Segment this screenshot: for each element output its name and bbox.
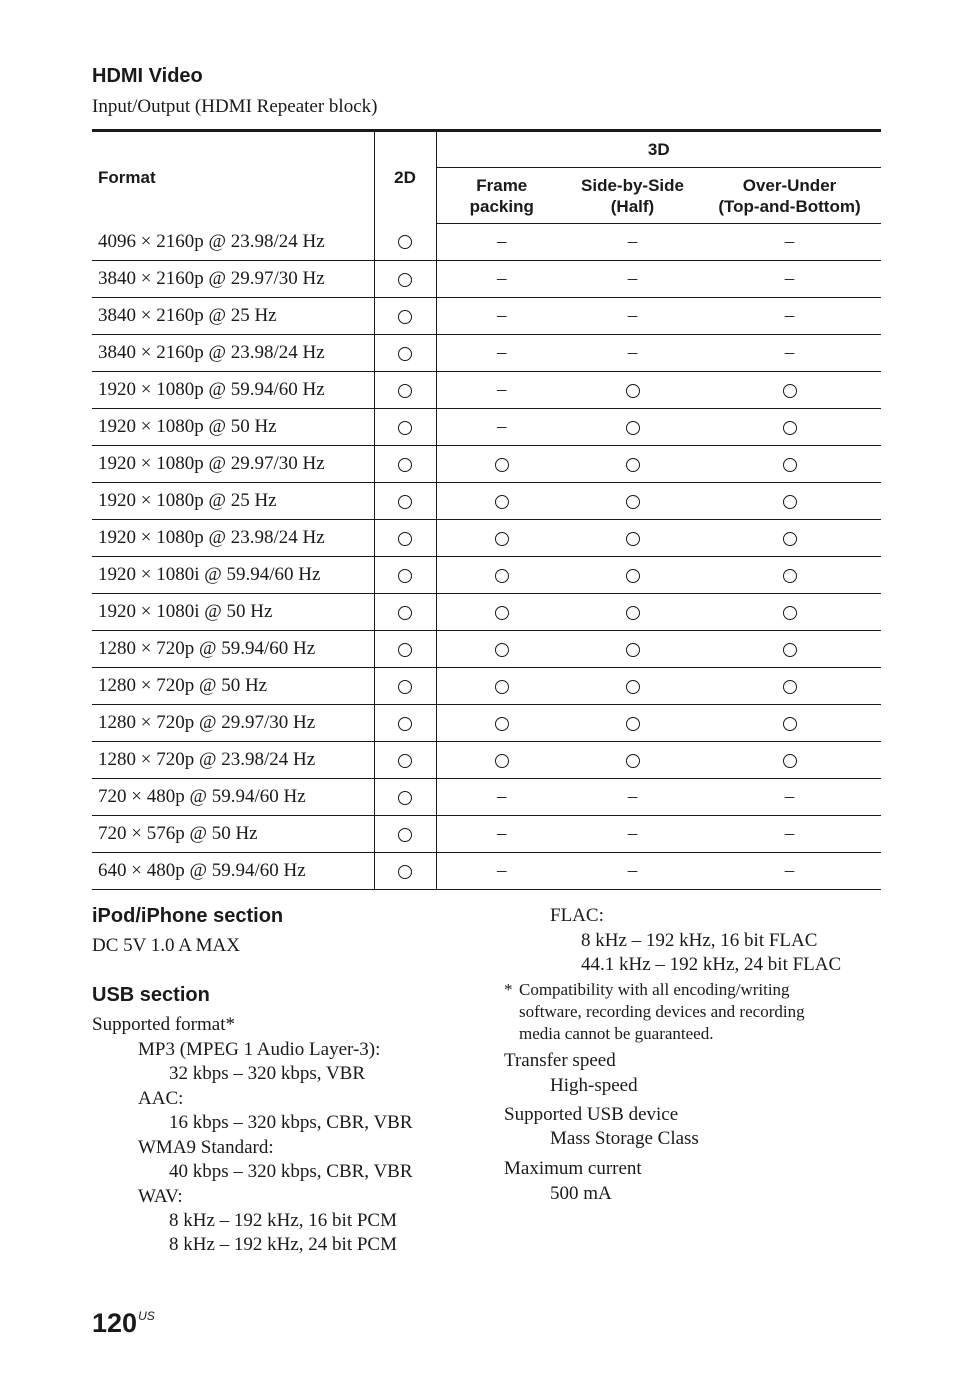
not-supported-dash: –: [784, 823, 795, 844]
format-cell: 1280 × 720p @ 59.94/60 Hz: [92, 631, 374, 668]
usb-supported-format: Supported format*: [92, 1014, 236, 1035]
supported-circle-icon: [626, 717, 640, 731]
cell-side-by-side: [567, 224, 698, 261]
cell-frame-packing: [436, 372, 567, 409]
not-supported-dash: –: [627, 860, 638, 881]
cell-side-by-side: [567, 298, 698, 335]
cell-side-by-side: [567, 446, 698, 483]
cell-2d: [374, 224, 436, 261]
not-supported-dash: –: [627, 786, 638, 807]
usb-wav-label: WAV:: [138, 1186, 183, 1207]
cell-frame-packing: [436, 668, 567, 705]
supported-circle-icon: [626, 458, 640, 472]
cell-frame-packing: [436, 742, 567, 779]
format-cell: 3840 × 2160p @ 23.98/24 Hz: [92, 335, 374, 372]
not-supported-dash: –: [627, 268, 638, 289]
cell-2d: [374, 261, 436, 298]
not-supported-dash: –: [784, 231, 795, 252]
not-supported-dash: –: [497, 305, 507, 326]
cell-2d: [374, 742, 436, 779]
cell-frame-packing: [436, 224, 567, 261]
supported-circle-icon: [626, 643, 640, 657]
supported-circle-icon: [783, 495, 797, 509]
not-supported-dash: –: [497, 268, 507, 289]
cell-frame-packing: [436, 779, 567, 816]
cell-2d: [374, 409, 436, 446]
supported-circle-icon: [626, 384, 640, 398]
supported-circle-icon: [398, 273, 412, 287]
over-under-line-1: Over-Under: [742, 175, 837, 195]
transfer-speed-label: Transfer speed: [504, 1050, 616, 1071]
cell-side-by-side: [567, 520, 698, 557]
usb-flac-value-16bit: 8 kHz – 192 kHz, 16 bit FLAC: [581, 930, 818, 951]
section-title-usb: USB section: [92, 984, 210, 1006]
not-supported-dash: –: [784, 860, 795, 881]
cell-over-under: [698, 631, 881, 668]
table-row: [92, 742, 881, 779]
format-cell: 1280 × 720p @ 23.98/24 Hz: [92, 742, 374, 779]
table-row: [92, 409, 881, 446]
not-supported-dash: –: [784, 786, 795, 807]
cell-2d: [374, 483, 436, 520]
table-row: [92, 261, 881, 298]
usb-aac-label: AAC:: [138, 1088, 184, 1109]
format-cell: 1920 × 1080p @ 29.97/30 Hz: [92, 446, 374, 483]
column-header-side-by-side: [567, 168, 698, 224]
hdmi-table-body: [92, 224, 881, 890]
cell-over-under: [698, 557, 881, 594]
supported-circle-icon: [398, 458, 412, 472]
supported-circle-icon: [495, 569, 509, 583]
not-supported-dash: –: [497, 342, 507, 363]
cell-side-by-side: [567, 705, 698, 742]
not-supported-dash: –: [497, 416, 507, 437]
column-header-frame-packing: [436, 168, 567, 224]
cell-over-under: [698, 816, 881, 853]
format-cell: 1280 × 720p @ 50 Hz: [92, 668, 374, 705]
supported-circle-icon: [626, 569, 640, 583]
supported-circle-icon: [626, 421, 640, 435]
format-cell: 1920 × 1080p @ 50 Hz: [92, 409, 374, 446]
cell-over-under: [698, 261, 881, 298]
supported-circle-icon: [626, 532, 640, 546]
supported-circle-icon: [398, 421, 412, 435]
max-current-value: 500 mA: [550, 1183, 612, 1204]
not-supported-dash: –: [497, 379, 507, 400]
cell-side-by-side: [567, 261, 698, 298]
cell-frame-packing: [436, 483, 567, 520]
supported-circle-icon: [398, 717, 412, 731]
footnote-line-2: software, recording devices and recording: [519, 1002, 805, 1021]
cell-frame-packing: [436, 705, 567, 742]
usb-mp3-label: MP3 (MPEG 1 Audio Layer-3):: [138, 1039, 381, 1060]
usb-device-label: Supported USB device: [504, 1104, 679, 1125]
not-supported-dash: –: [497, 860, 507, 881]
cell-frame-packing: [436, 594, 567, 631]
table-row: [92, 557, 881, 594]
supported-circle-icon: [626, 680, 640, 694]
cell-side-by-side: [567, 816, 698, 853]
supported-circle-icon: [783, 643, 797, 657]
table-row: [92, 668, 881, 705]
cell-over-under: [698, 298, 881, 335]
footnote-mark: *: [504, 980, 513, 999]
cell-2d: [374, 668, 436, 705]
cell-frame-packing: [436, 446, 567, 483]
supported-circle-icon: [495, 754, 509, 768]
format-cell: 1920 × 1080i @ 50 Hz: [92, 594, 374, 631]
supported-circle-icon: [626, 754, 640, 768]
cell-over-under: [698, 483, 881, 520]
cell-side-by-side: [567, 631, 698, 668]
cell-over-under: [698, 779, 881, 816]
table-row: [92, 446, 881, 483]
usb-wma-label: WMA9 Standard:: [138, 1137, 274, 1158]
supported-circle-icon: [398, 791, 412, 805]
supported-circle-icon: [398, 384, 412, 398]
cell-2d: [374, 853, 436, 890]
not-supported-dash: –: [627, 231, 638, 252]
cell-over-under: [698, 742, 881, 779]
supported-circle-icon: [398, 347, 412, 361]
footnote-line-3: media cannot be guaranteed.: [519, 1024, 714, 1043]
cell-2d: [374, 520, 436, 557]
cell-frame-packing: [436, 557, 567, 594]
not-supported-dash: –: [497, 231, 507, 252]
transfer-speed-value: High-speed: [550, 1075, 638, 1096]
supported-circle-icon: [398, 828, 412, 842]
not-supported-dash: –: [627, 823, 638, 844]
section-title-hdmi-video: HDMI Video: [92, 65, 203, 87]
over-under-line-2: (Top-and-Bottom): [718, 196, 861, 216]
column-header-format: Format: [92, 131, 374, 224]
supported-circle-icon: [398, 235, 412, 249]
usb-flac-value-24bit: 44.1 kHz – 192 kHz, 24 bit FLAC: [581, 954, 842, 975]
table-row: [92, 483, 881, 520]
page-number-value: 120: [92, 1308, 138, 1338]
column-header-over-under: [698, 168, 881, 224]
cell-side-by-side: [567, 779, 698, 816]
cell-over-under: [698, 520, 881, 557]
table-row: [92, 335, 881, 372]
cell-side-by-side: [567, 335, 698, 372]
frame-packing-line-1: Frame: [476, 175, 528, 195]
not-supported-dash: –: [497, 823, 507, 844]
format-cell: 720 × 480p @ 59.94/60 Hz: [92, 779, 374, 816]
cell-2d: [374, 705, 436, 742]
supported-circle-icon: [783, 458, 797, 472]
cell-2d: [374, 446, 436, 483]
usb-wav-value-16bit: 8 kHz – 192 kHz, 16 bit PCM: [169, 1210, 397, 1231]
format-cell: 1280 × 720p @ 29.97/30 Hz: [92, 705, 374, 742]
cell-frame-packing: [436, 298, 567, 335]
usb-wav-value-24bit: 8 kHz – 192 kHz, 24 bit PCM: [169, 1234, 397, 1255]
supported-circle-icon: [783, 421, 797, 435]
not-supported-dash: –: [784, 268, 795, 289]
supported-circle-icon: [398, 643, 412, 657]
usb-mp3-value: 32 kbps – 320 kbps, VBR: [169, 1063, 366, 1084]
max-current-label: Maximum current: [504, 1158, 642, 1179]
supported-circle-icon: [495, 495, 509, 509]
cell-over-under: [698, 224, 881, 261]
supported-circle-icon: [398, 569, 412, 583]
cell-frame-packing: [436, 261, 567, 298]
supported-circle-icon: [398, 754, 412, 768]
cell-frame-packing: [436, 853, 567, 890]
supported-circle-icon: [398, 680, 412, 694]
format-cell: 1920 × 1080i @ 59.94/60 Hz: [92, 557, 374, 594]
cell-side-by-side: [567, 742, 698, 779]
supported-circle-icon: [398, 865, 412, 879]
format-cell: 4096 × 2160p @ 23.98/24 Hz: [92, 224, 374, 261]
cell-frame-packing: [436, 631, 567, 668]
not-supported-dash: –: [627, 342, 638, 363]
ipod-power-text: DC 5V 1.0 A MAX: [92, 935, 240, 956]
cell-side-by-side: [567, 372, 698, 409]
supported-circle-icon: [783, 569, 797, 583]
cell-2d: [374, 631, 436, 668]
cell-side-by-side: [567, 853, 698, 890]
page-number: [92, 1308, 154, 1339]
cell-2d: [374, 557, 436, 594]
cell-side-by-side: [567, 409, 698, 446]
not-supported-dash: –: [784, 342, 795, 363]
format-cell: 1920 × 1080p @ 59.94/60 Hz: [92, 372, 374, 409]
usb-aac-value: 16 kbps – 320 kbps, CBR, VBR: [169, 1112, 413, 1133]
not-supported-dash: –: [497, 786, 507, 807]
supported-circle-icon: [626, 495, 640, 509]
supported-circle-icon: [495, 458, 509, 472]
cell-2d: [374, 372, 436, 409]
cell-2d: [374, 298, 436, 335]
table-row: [92, 779, 881, 816]
supported-circle-icon: [398, 495, 412, 509]
cell-side-by-side: [567, 557, 698, 594]
cell-over-under: [698, 446, 881, 483]
table-row: [92, 372, 881, 409]
table-row: [92, 705, 881, 742]
page-number-suffix: US: [138, 1309, 155, 1323]
supported-circle-icon: [783, 384, 797, 398]
format-cell: 3840 × 2160p @ 29.97/30 Hz: [92, 261, 374, 298]
supported-circle-icon: [783, 532, 797, 546]
cell-side-by-side: [567, 668, 698, 705]
column-header-3d: 3D: [436, 131, 881, 168]
supported-circle-icon: [783, 606, 797, 620]
cell-over-under: [698, 853, 881, 890]
supported-circle-icon: [495, 643, 509, 657]
format-cell: 1920 × 1080p @ 23.98/24 Hz: [92, 520, 374, 557]
supported-circle-icon: [495, 717, 509, 731]
not-supported-dash: –: [627, 305, 638, 326]
side-by-side-line-2: (Half): [610, 196, 655, 216]
format-cell: 3840 × 2160p @ 25 Hz: [92, 298, 374, 335]
usb-wma-value: 40 kbps – 320 kbps, CBR, VBR: [169, 1161, 413, 1182]
cell-frame-packing: [436, 520, 567, 557]
table-row: [92, 594, 881, 631]
side-by-side-line-1: Side-by-Side: [581, 175, 684, 195]
not-supported-dash: –: [784, 305, 795, 326]
cell-2d: [374, 816, 436, 853]
usb-device-value: Mass Storage Class: [550, 1128, 699, 1149]
table-row: [92, 298, 881, 335]
supported-circle-icon: [398, 532, 412, 546]
cell-frame-packing: [436, 335, 567, 372]
format-cell: 640 × 480p @ 59.94/60 Hz: [92, 853, 374, 890]
footnote-line-1: Compatibility with all encoding/writing: [519, 980, 790, 999]
cell-over-under: [698, 335, 881, 372]
cell-side-by-side: [567, 483, 698, 520]
section-subtitle-hdmi: Input/Output (HDMI Repeater block): [92, 96, 378, 117]
supported-circle-icon: [398, 310, 412, 324]
section-title-ipod: iPod/iPhone section: [92, 905, 284, 927]
frame-packing-line-2: packing: [469, 196, 534, 216]
cell-over-under: [698, 668, 881, 705]
supported-circle-icon: [398, 606, 412, 620]
format-cell: 1920 × 1080p @ 25 Hz: [92, 483, 374, 520]
column-header-2d: 2D: [374, 131, 436, 224]
cell-over-under: [698, 372, 881, 409]
supported-circle-icon: [495, 532, 509, 546]
cell-over-under: [698, 705, 881, 742]
supported-circle-icon: [783, 754, 797, 768]
table-row: [92, 520, 881, 557]
supported-circle-icon: [626, 606, 640, 620]
table-row: [92, 816, 881, 853]
supported-circle-icon: [495, 680, 509, 694]
supported-circle-icon: [783, 717, 797, 731]
table-row: [92, 631, 881, 668]
cell-frame-packing: [436, 816, 567, 853]
usb-flac-label: FLAC:: [550, 905, 604, 926]
hdmi-format-table: [92, 129, 881, 890]
format-cell: 720 × 576p @ 50 Hz: [92, 816, 374, 853]
table-row: [92, 224, 881, 261]
cell-2d: [374, 335, 436, 372]
supported-circle-icon: [495, 606, 509, 620]
supported-circle-icon: [783, 680, 797, 694]
cell-2d: [374, 779, 436, 816]
table-row: [92, 853, 881, 890]
cell-2d: [374, 594, 436, 631]
cell-over-under: [698, 594, 881, 631]
cell-side-by-side: [567, 594, 698, 631]
cell-over-under: [698, 409, 881, 446]
cell-frame-packing: [436, 409, 567, 446]
